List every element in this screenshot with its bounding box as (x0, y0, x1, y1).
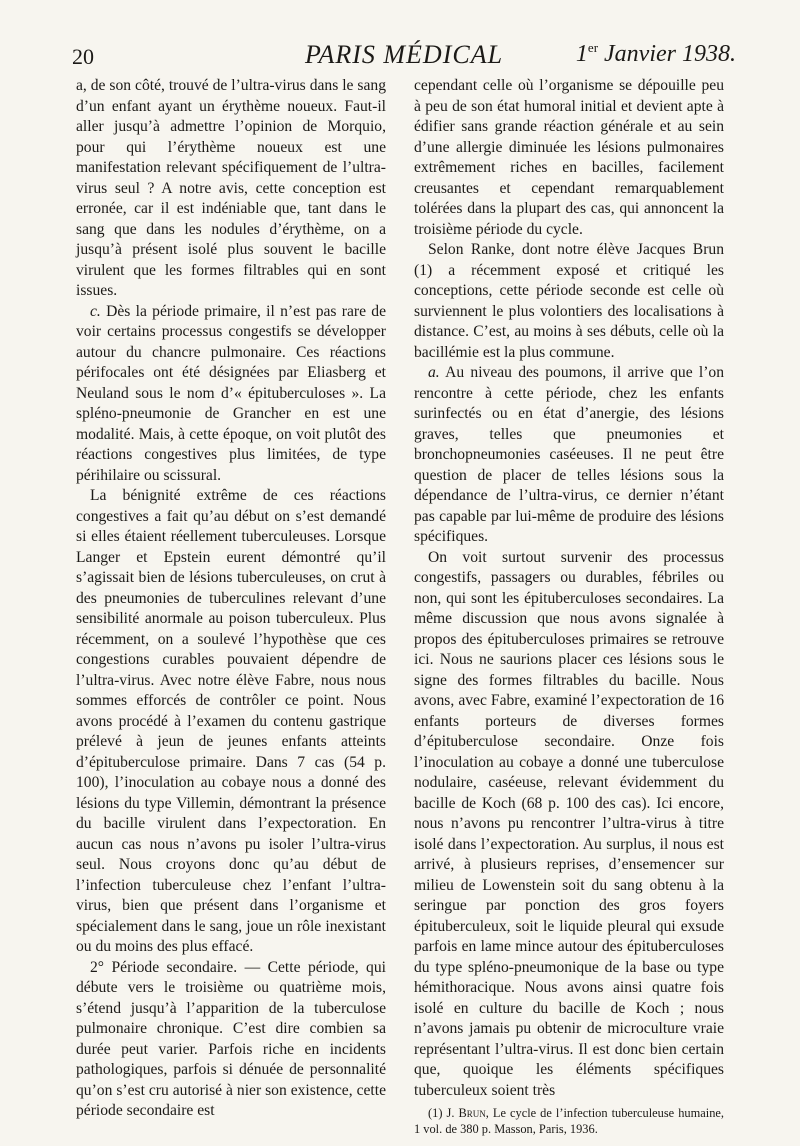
issue-date (576, 40, 736, 68)
paragraph-text: Au niveau des poumons, il arrive que l’on rencontre à cette période, chez les enfants surinfectés ou en état d’anergie, des lésions graves, telles que pneumonies et bronchopneumonies caséeuses. Il ne peut être question de placer de telles lésions sous la dépendance de l’ultra-virus, ce dernier n’étant pas capable par lui-même de produire des lésions spécifiques. (414, 364, 724, 545)
right-column (414, 76, 724, 1137)
section-heading: 2° Période secondaire. (90, 958, 238, 976)
footnote-text: , Le cycle de l’infection tuberculeuse humaine, 1 vol. de 380 p. Masson, Paris, 1936. (414, 1106, 724, 1136)
paragraph: a, de son côté, trouvé de l’ultra-virus dans le sang d’un enfant ayant un érythème noueux. Faut-il aller jusqu’à admettre l’opinion de Morquio, pour qui l’érythème noueux est une manifestation relevant spécifiquement de l’ultra-virus seul ? A notre avis, cette conception est erronée, car il est indéniable que, tant dans le sang que dans les nodules d’érythème, on a jusqu’à présent isolé plus souvent le bacille virulent que les formes filtrables qui en sont issues. (76, 77, 386, 299)
paragraph: cependant celle où l’organisme se dépouille peu à peu de son état humoral initial et devient apte à édifier sans grande réaction générale et au sein d’une allergie diminuée les lésions pulmonaires extrêmement riches en bacilles, facilement creusantes et cependant remarquablement tolérées dans la plupart des cas, qui annoncent la troisième période du cycle. (414, 77, 724, 238)
paragraph-text: — Cette période, qui débute vers le troisième ou quatrième mois, s’étend jusqu’à l’apparition de la tuberculose pulmonaire chronique. C’est dire combien sa durée peut varier. Parfois riche en incidents pathologiques, parfois si dénuée de personnalité qu’on s’est cru autorisé à nier son existence, cette période secondaire est (76, 958, 386, 1119)
paragraph: La bénignité extrême de ces réactions congestives a fait qu’au début on s’est demandé si elles étaient réellement tuberculeuses. Lorsque Langer et Epstein eurent démontré qu’il s’agissait bien de lésions tuberculeuses, on crut à des pneumonies de tuberculines relevant d’une sensibilité anormale au poison tuberculeux. Plus récemment, on a soulevé l’hypothèse que ces congestions curables pouvaient dépendre de l’ultra-virus. Avec notre élève Fabre, nous nous sommes efforcés de contrôler ce point. Nous avons procédé à l’examen du contenu gastrique prélevé à jeun de jeunes enfants atteints d’épituberculose primaire. Dans 7 cas (54 p. 100), l’inoculation au cobaye nous a donné des lésions du type Villemin, démontrant la présence du bacille virulent dans l’expectoration. En aucun cas nous n’avons pu isoler l’ultra-virus seul. Nous croyons donc qu’au début de l’infection tuberculeuse chez l’enfant l’ultra-virus, bien que présent dans l’organisme et spécialement dans le sang, joue un rôle inexistant ou du moins des plus effacé. (76, 487, 386, 955)
footnote-mark: (1) J. (428, 1106, 459, 1120)
paragraph (76, 958, 386, 1122)
left-column (76, 76, 386, 1122)
date-suffix: er (587, 40, 599, 55)
running-header (72, 40, 736, 72)
footnote (414, 1105, 724, 1137)
paragraph (76, 302, 386, 487)
paragraph (414, 363, 724, 548)
journal-title: PARIS MÉDICAL (304, 40, 504, 69)
section-label: c. (90, 302, 101, 320)
footnote-author: Brun (458, 1106, 486, 1120)
paragraph: On voit surtout survenir des processus congestifs, passagers ou durables, fébriles ou non, qui sont les épituberculoses secondaires. La même discussion que nous avons signalée à propos des épituberculoses primaires se retrouve ici. Nous ne saurions placer ces lésions sous le signe des formes filtrables du bacille. Nous avons, avec Fabre, examiné l’expectoration de 16 enfants porteurs de diverses formes d’épituberculose secondaire. Onze fois l’inoculation au cobaye a donné une tuberculose nodulaire, caséeuse, relevant évidemment du bacille de Koch (68 p. 100 des cas). Ici encore, nous n’avons pu rencontrer l’ultra-virus à titre isolé dans l’expectoration. Au surplus, il nous est arrivé, à plusieurs reprises, d’ensemencer sur milieu de Lowenstein soit du sang obtenu à la seringue par ponction des gros foyers épituberculeux, soit le liquide pleural qui exsude parfois en lame mince autour des épituberculoses du type spléno-pneumonique de la base ou type hémithoracique. Nous avons ainsi quatre fois isolé en culture du bacille de Koch ; nous n’avons jamais pu obtenir de microculture vraie représentant l’ultra-virus. Il est donc bien certain que, quoique les éléments spécifiques tuberculeux soient très (414, 548, 724, 1099)
date-rest: Janvier 1938. (598, 41, 736, 67)
page-number: 20 (72, 44, 94, 69)
section-label: a. (428, 364, 440, 381)
paragraph-text: Dès la période primaire, il n’est pas rare de voir certains processus congestifs se développer autour du chancre pulmonaire. Ces réactions périfocales ont été désignées par Eliasberg et Neuland sous le nom d’« épituberculoses ». La spléno-pneumonie de Grancher en est une modalité. Mais, à cette époque, on voit plutôt des réactions congestives plus limitées, de type périhilaire ou scissural. (76, 302, 386, 484)
paragraph: Selon Ranke, dont notre élève Jacques Brun (1) a récemment exposé et critiqué les conceptions, cette période seconde est celle où surviennent le plus volontiers des localisations à distance. C’est, au moins à ses débuts, celle où la bacillémie est la plus commune. (414, 241, 724, 361)
date-day: 1 (575, 41, 588, 67)
